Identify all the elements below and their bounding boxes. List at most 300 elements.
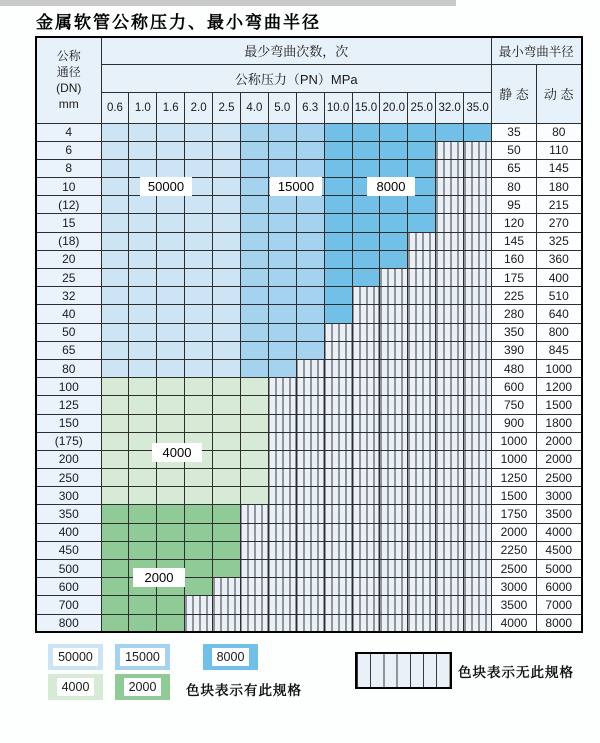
dn-cell: 15 xyxy=(36,214,101,232)
dynamic-radius-cell: 8000 xyxy=(536,614,581,632)
static-radius-cell: 120 xyxy=(491,214,536,232)
pressure-column-label: 32.0 xyxy=(436,92,464,123)
spec-cell-b3 xyxy=(324,305,352,323)
no-spec-cell xyxy=(324,541,352,559)
spec-cell-b1 xyxy=(157,232,185,250)
dynamic-radius-cell: 180 xyxy=(536,178,581,196)
spec-cell-b1 xyxy=(129,141,157,159)
dynamic-radius-cell: 1000 xyxy=(536,359,581,377)
legend-swatch-2000 xyxy=(115,674,170,700)
pressure-column-label: 2.0 xyxy=(185,92,213,123)
dynamic-radius-cell: 4000 xyxy=(536,523,581,541)
dynamic-radius-cell: 2000 xyxy=(536,450,581,468)
no-spec-cell xyxy=(464,614,492,632)
no-spec-cell xyxy=(352,341,380,359)
no-spec-cell xyxy=(352,523,380,541)
no-spec-cell xyxy=(185,596,213,614)
spec-cell-b1 xyxy=(101,123,129,141)
spec-cell-b2 xyxy=(296,159,324,177)
spec-cell-g1 xyxy=(101,414,129,432)
no-spec-cell xyxy=(268,505,296,523)
no-spec-cell xyxy=(408,505,436,523)
no-spec-cell xyxy=(324,396,352,414)
dn-cell: 6 xyxy=(36,141,101,159)
static-radius-cell: 750 xyxy=(491,396,536,414)
legend-no-spec-swatch xyxy=(355,652,452,689)
dynamic-radius-cell: 4500 xyxy=(536,541,581,559)
table-row xyxy=(36,450,582,468)
dn-column-header xyxy=(36,37,101,123)
spec-cell-b1 xyxy=(101,250,129,268)
no-spec-cell xyxy=(352,450,380,468)
dynamic-radius-cell: 325 xyxy=(536,232,581,250)
dynamic-radius-cell: 270 xyxy=(536,214,581,232)
spec-cell-g1 xyxy=(101,396,129,414)
spec-cell-g1 xyxy=(240,378,268,396)
no-spec-cell xyxy=(380,505,408,523)
table-row xyxy=(36,159,582,177)
no-spec-cell xyxy=(352,578,380,596)
spec-cell-b2 xyxy=(268,141,296,159)
no-spec-cell xyxy=(380,432,408,450)
spec-cell-b1 xyxy=(213,250,241,268)
spec-cell-g1 xyxy=(129,396,157,414)
no-spec-cell xyxy=(296,450,324,468)
no-spec-cell xyxy=(380,305,408,323)
spec-cell-b2 xyxy=(240,359,268,377)
dn-cell: 350 xyxy=(36,505,101,523)
no-spec-cell xyxy=(240,578,268,596)
no-spec-cell xyxy=(464,378,492,396)
spec-cell-g2 xyxy=(185,541,213,559)
dn-cell: 8 xyxy=(36,159,101,177)
spec-cell-b1 xyxy=(213,305,241,323)
static-radius-cell: 1000 xyxy=(491,450,536,468)
no-spec-cell xyxy=(464,232,492,250)
no-spec-cell xyxy=(380,469,408,487)
no-spec-cell xyxy=(296,541,324,559)
spec-cell-b1 xyxy=(185,141,213,159)
spec-cell-b2 xyxy=(240,323,268,341)
legend-swatch-label: 50000 xyxy=(53,648,98,666)
spec-cell-b3 xyxy=(380,250,408,268)
spec-cell-g2 xyxy=(157,505,185,523)
no-spec-cell xyxy=(408,450,436,468)
no-spec-cell xyxy=(436,305,464,323)
no-spec-cell xyxy=(268,523,296,541)
dynamic-radius-cell: 3500 xyxy=(536,505,581,523)
spec-cell-b3 xyxy=(324,159,352,177)
no-spec-cell xyxy=(436,250,464,268)
spec-cell-b1 xyxy=(129,323,157,341)
no-spec-cell xyxy=(296,359,324,377)
spec-cell-b3 xyxy=(324,141,352,159)
dn-header-line: mm xyxy=(58,97,79,112)
spec-cell-b2 xyxy=(240,269,268,287)
spec-cell-b1 xyxy=(101,341,129,359)
spec-cell-g1 xyxy=(185,487,213,505)
no-spec-cell xyxy=(464,341,492,359)
static-radius-cell: 95 xyxy=(491,196,536,214)
no-spec-cell xyxy=(380,414,408,432)
no-spec-cell xyxy=(380,287,408,305)
spec-cell-g2 xyxy=(185,560,213,578)
no-spec-cell xyxy=(436,269,464,287)
spec-cell-b2 xyxy=(296,141,324,159)
no-spec-cell xyxy=(352,432,380,450)
spec-cell-b1 xyxy=(157,305,185,323)
no-spec-cell xyxy=(324,614,352,632)
spec-cell-b3 xyxy=(352,232,380,250)
no-spec-cell xyxy=(380,323,408,341)
dn-cell: 125 xyxy=(36,396,101,414)
no-spec-cell xyxy=(464,560,492,578)
spec-cell-g2 xyxy=(129,523,157,541)
dynamic-column-header: 动 态 xyxy=(536,64,581,123)
dn-cell: 50 xyxy=(36,323,101,341)
no-spec-cell xyxy=(436,414,464,432)
table-row xyxy=(36,323,582,341)
no-spec-cell xyxy=(324,505,352,523)
no-spec-cell xyxy=(352,614,380,632)
no-spec-cell xyxy=(408,596,436,614)
no-spec-cell xyxy=(408,560,436,578)
spec-cell-b1 xyxy=(129,214,157,232)
no-spec-cell xyxy=(464,578,492,596)
spec-cell-b3 xyxy=(408,141,436,159)
static-radius-cell: 2000 xyxy=(491,523,536,541)
spec-cell-b1 xyxy=(129,359,157,377)
spec-cell-b1 xyxy=(185,287,213,305)
no-spec-cell xyxy=(408,487,436,505)
cycle-count-label: 50000 xyxy=(140,177,192,196)
no-spec-cell xyxy=(324,323,352,341)
no-spec-cell xyxy=(436,469,464,487)
no-spec-cell xyxy=(408,341,436,359)
table-row xyxy=(36,560,582,578)
spec-cell-b3 xyxy=(408,159,436,177)
no-spec-cell xyxy=(268,578,296,596)
no-spec-cell xyxy=(436,450,464,468)
scan-edge-strip xyxy=(0,0,456,6)
dn-cell: 4 xyxy=(36,123,101,141)
spec-cell-g2 xyxy=(213,505,241,523)
static-radius-cell: 3500 xyxy=(491,596,536,614)
table-row xyxy=(36,141,582,159)
dn-cell: 500 xyxy=(36,560,101,578)
static-radius-cell: 50 xyxy=(491,141,536,159)
spec-cell-g1 xyxy=(101,487,129,505)
spec-cell-b1 xyxy=(129,159,157,177)
spec-cell-b2 xyxy=(268,341,296,359)
no-spec-cell xyxy=(240,541,268,559)
no-spec-cell xyxy=(408,287,436,305)
spec-cell-g1 xyxy=(157,378,185,396)
spec-cell-g2 xyxy=(157,614,185,632)
spec-cell-b2 xyxy=(268,287,296,305)
no-spec-cell xyxy=(436,396,464,414)
spec-cell-b1 xyxy=(157,323,185,341)
spec-cell-g1 xyxy=(213,469,241,487)
spec-cell-b3 xyxy=(352,123,380,141)
static-radius-cell: 225 xyxy=(491,287,536,305)
table-row xyxy=(36,469,582,487)
no-spec-cell xyxy=(464,250,492,268)
no-spec-cell xyxy=(464,323,492,341)
no-spec-cell xyxy=(324,378,352,396)
spec-cell-b2 xyxy=(268,159,296,177)
spec-cell-b1 xyxy=(213,232,241,250)
pressure-column-label: 4.0 xyxy=(240,92,268,123)
spec-cell-b1 xyxy=(213,287,241,305)
spec-cell-b1 xyxy=(129,196,157,214)
spec-cell-g1 xyxy=(213,432,241,450)
no-spec-cell xyxy=(296,560,324,578)
no-spec-cell xyxy=(324,523,352,541)
spec-cell-g2 xyxy=(129,596,157,614)
spec-cell-b2 xyxy=(296,123,324,141)
no-spec-cell xyxy=(324,359,352,377)
spec-cell-b3 xyxy=(324,214,352,232)
spec-cell-b1 xyxy=(129,269,157,287)
spec-cell-g2 xyxy=(157,596,185,614)
spec-cell-b3 xyxy=(352,250,380,268)
spec-cell-b3 xyxy=(380,159,408,177)
spec-table-wrap xyxy=(35,36,583,633)
table-row xyxy=(36,414,582,432)
spec-cell-b3 xyxy=(324,123,352,141)
spec-cell-b1 xyxy=(101,159,129,177)
no-spec-cell xyxy=(352,414,380,432)
no-spec-cell xyxy=(296,487,324,505)
spec-cell-g1 xyxy=(185,414,213,432)
spec-cell-b2 xyxy=(268,323,296,341)
no-spec-cell xyxy=(240,596,268,614)
no-spec-cell xyxy=(296,523,324,541)
dn-cell: (12) xyxy=(36,196,101,214)
legend-has-spec-text: 色块表示有此规格 xyxy=(186,683,302,698)
no-spec-cell xyxy=(436,323,464,341)
no-spec-cell xyxy=(324,596,352,614)
static-radius-cell: 350 xyxy=(491,323,536,341)
no-spec-cell xyxy=(436,378,464,396)
table-row xyxy=(36,196,582,214)
no-spec-cell xyxy=(213,596,241,614)
dn-header-line: 公称 xyxy=(56,49,81,64)
spec-cell-b2 xyxy=(268,305,296,323)
dn-cell: 65 xyxy=(36,341,101,359)
no-spec-cell xyxy=(436,196,464,214)
static-column-header: 静 态 xyxy=(491,64,536,123)
spec-cell-g1 xyxy=(240,469,268,487)
spec-cell-g2 xyxy=(157,541,185,559)
no-spec-cell xyxy=(436,505,464,523)
no-spec-cell xyxy=(352,541,380,559)
spec-cell-g1 xyxy=(101,450,129,468)
table-row xyxy=(36,305,582,323)
spec-cell-b2 xyxy=(268,123,296,141)
no-spec-cell xyxy=(408,414,436,432)
spec-cell-b2 xyxy=(296,196,324,214)
no-spec-cell xyxy=(408,269,436,287)
no-spec-cell xyxy=(268,450,296,468)
spec-cell-g1 xyxy=(213,450,241,468)
table-row xyxy=(36,250,582,268)
no-spec-cell xyxy=(380,596,408,614)
no-spec-cell xyxy=(324,341,352,359)
no-spec-cell xyxy=(464,469,492,487)
spec-cell-b2 xyxy=(240,250,268,268)
no-spec-cell xyxy=(436,341,464,359)
spec-cell-b1 xyxy=(185,159,213,177)
legend-swatch-4000 xyxy=(48,674,103,700)
no-spec-cell xyxy=(464,396,492,414)
dynamic-radius-cell: 1500 xyxy=(536,396,581,414)
spec-cell-b2 xyxy=(296,305,324,323)
spec-cell-g1 xyxy=(129,414,157,432)
no-spec-cell xyxy=(240,614,268,632)
spec-cell-b1 xyxy=(101,359,129,377)
spec-cell-b2 xyxy=(240,159,268,177)
no-spec-cell xyxy=(296,378,324,396)
no-spec-cell xyxy=(268,541,296,559)
legend-swatch-label: 15000 xyxy=(120,648,165,666)
static-radius-cell: 160 xyxy=(491,250,536,268)
no-spec-cell xyxy=(296,432,324,450)
no-spec-cell xyxy=(352,487,380,505)
pressure-column-label: 35.0 xyxy=(464,92,492,123)
spec-cell-g2 xyxy=(157,523,185,541)
dn-cell: 200 xyxy=(36,450,101,468)
static-radius-cell: 480 xyxy=(491,359,536,377)
dynamic-radius-cell: 3000 xyxy=(536,487,581,505)
static-radius-cell: 175 xyxy=(491,269,536,287)
no-spec-cell xyxy=(380,378,408,396)
dn-header-line: 通径 xyxy=(56,65,81,80)
dynamic-radius-cell: 845 xyxy=(536,341,581,359)
static-radius-cell: 2250 xyxy=(491,541,536,559)
bend-cycles-header: 最少弯曲次数，次 xyxy=(101,37,491,64)
no-spec-cell xyxy=(464,523,492,541)
dn-cell: 20 xyxy=(36,250,101,268)
spec-cell-b3 xyxy=(380,232,408,250)
static-radius-cell: 80 xyxy=(491,178,536,196)
spec-cell-g1 xyxy=(101,378,129,396)
spec-cell-g2 xyxy=(185,523,213,541)
pressure-column-label: 5.0 xyxy=(268,92,296,123)
no-spec-cell xyxy=(380,578,408,596)
no-spec-cell xyxy=(464,159,492,177)
dn-cell: (18) xyxy=(36,232,101,250)
pressure-column-label: 1.0 xyxy=(129,92,157,123)
spec-cell-g1 xyxy=(185,469,213,487)
spec-cell-b3 xyxy=(380,196,408,214)
spec-cell-g1 xyxy=(240,414,268,432)
dn-cell: 10 xyxy=(36,178,101,196)
no-spec-cell xyxy=(464,214,492,232)
spec-cell-b1 xyxy=(185,196,213,214)
table-row xyxy=(36,287,582,305)
no-spec-cell xyxy=(436,560,464,578)
spec-cell-b1 xyxy=(185,269,213,287)
spec-cell-b3 xyxy=(324,287,352,305)
no-spec-cell xyxy=(268,469,296,487)
no-spec-cell xyxy=(464,596,492,614)
dynamic-radius-cell: 145 xyxy=(536,159,581,177)
cycle-count-label: 4000 xyxy=(152,443,202,462)
no-spec-cell xyxy=(268,378,296,396)
no-spec-cell xyxy=(213,578,241,596)
spec-cell-g2 xyxy=(129,614,157,632)
no-spec-cell xyxy=(408,541,436,559)
legend-swatch-label: 8000 xyxy=(212,648,250,666)
spec-cell-b2 xyxy=(296,341,324,359)
no-spec-cell xyxy=(464,505,492,523)
no-spec-cell xyxy=(352,378,380,396)
no-spec-cell xyxy=(268,396,296,414)
pressure-column-label: 2.5 xyxy=(213,92,241,123)
no-spec-cell xyxy=(380,341,408,359)
spec-cell-b1 xyxy=(185,123,213,141)
spec-cell-b2 xyxy=(240,287,268,305)
no-spec-cell xyxy=(436,232,464,250)
spec-cell-b1 xyxy=(157,359,185,377)
no-spec-cell xyxy=(268,487,296,505)
pressure-column-label: 10.0 xyxy=(324,92,352,123)
no-spec-cell xyxy=(268,560,296,578)
no-spec-cell xyxy=(408,578,436,596)
spec-cell-g1 xyxy=(185,378,213,396)
spec-cell-g1 xyxy=(213,414,241,432)
spec-cell-b3 xyxy=(464,123,492,141)
spec-cell-b1 xyxy=(129,123,157,141)
no-spec-cell xyxy=(185,614,213,632)
page-title: 金属软管公称压力、最小弯曲半径 xyxy=(36,13,321,33)
no-spec-cell xyxy=(436,596,464,614)
no-spec-cell xyxy=(464,432,492,450)
spec-cell-b2 xyxy=(240,196,268,214)
legend-swatch-label: 2000 xyxy=(124,678,162,696)
spec-cell-b2 xyxy=(268,250,296,268)
dn-cell: 25 xyxy=(36,269,101,287)
no-spec-cell xyxy=(380,450,408,468)
table-row xyxy=(36,432,582,450)
legend-swatch-15000 xyxy=(115,644,170,670)
no-spec-cell xyxy=(436,523,464,541)
spec-cell-g1 xyxy=(240,487,268,505)
no-spec-cell xyxy=(324,450,352,468)
dn-cell: 700 xyxy=(36,596,101,614)
spec-cell-b3 xyxy=(408,196,436,214)
no-spec-cell xyxy=(408,305,436,323)
dn-cell: 450 xyxy=(36,541,101,559)
spec-cell-b3 xyxy=(352,159,380,177)
spec-cell-g2 xyxy=(101,578,129,596)
spec-cell-g2 xyxy=(101,541,129,559)
spec-cell-b1 xyxy=(213,123,241,141)
spec-cell-g2 xyxy=(101,596,129,614)
no-spec-cell xyxy=(380,541,408,559)
spec-cell-g1 xyxy=(157,396,185,414)
no-spec-cell xyxy=(436,614,464,632)
no-spec-cell xyxy=(296,505,324,523)
no-spec-cell xyxy=(296,578,324,596)
spec-cell-b3 xyxy=(380,214,408,232)
dn-cell: (175) xyxy=(36,432,101,450)
legend-swatch-label: 4000 xyxy=(57,678,95,696)
spec-cell-b3 xyxy=(352,141,380,159)
no-spec-cell xyxy=(268,432,296,450)
